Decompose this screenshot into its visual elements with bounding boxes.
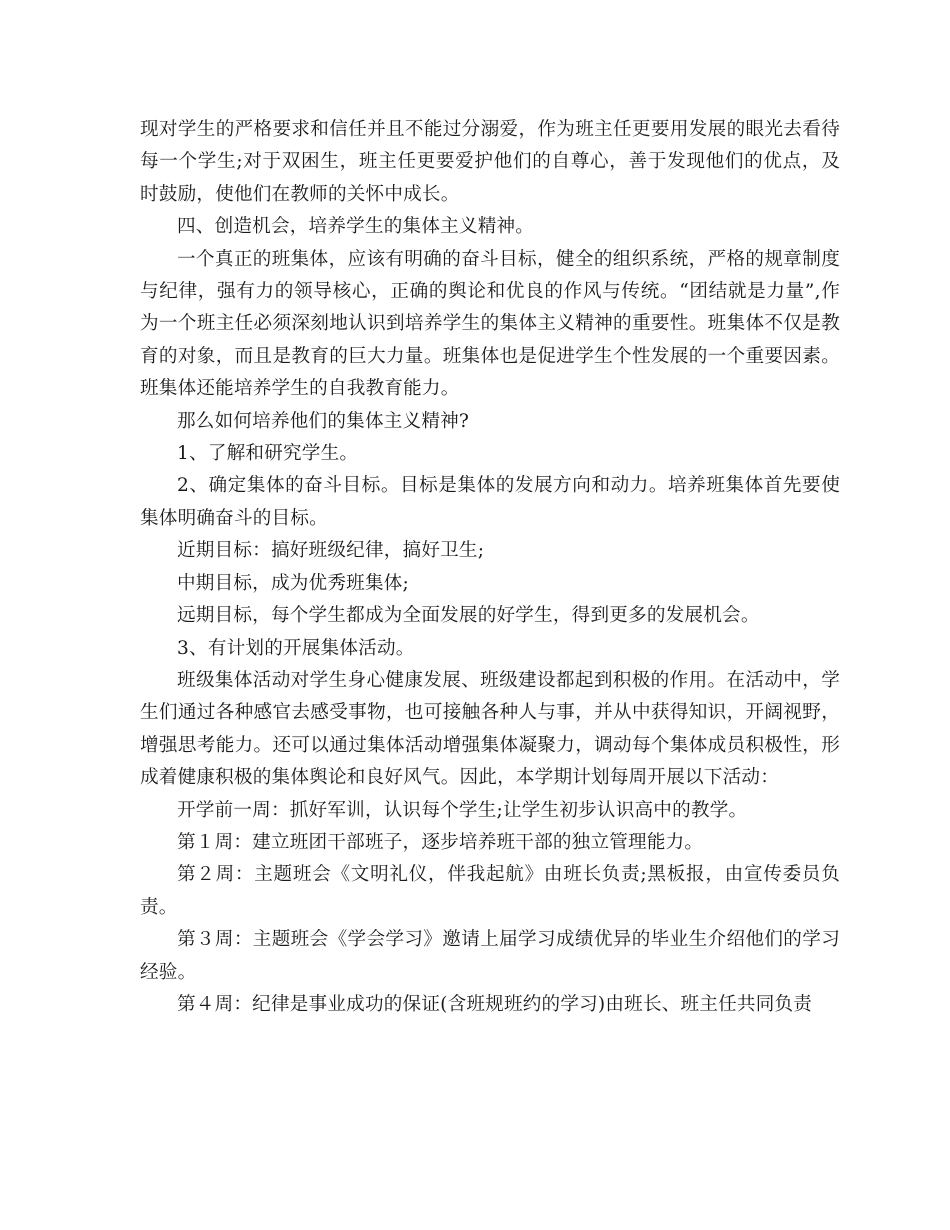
paragraph: 那么如何培养他们的集体主义精神? xyxy=(177,410,470,432)
paragraph: 一个真正的班集体，应该有明确的奋斗目标，健全的组织系统，严格的规章制度与纪律，强有力的领导核心，正确的舆论和优良的作风与传统。“团结就是力量”,作为一个班主任必须深刻地认识到培养学生的集体主义精神的重要性。班集体不仅是教育的对象，而且是教育的巨大力量。班集体也是促进学生个性发展的一个重要因素。班集体还能培养学生的自我教育能力。 xyxy=(140,248,840,400)
document-body xyxy=(140,114,840,1021)
goal-item: 远期目标，每个学生都成为全面发展的好学生，得到更多的发展机会。 xyxy=(177,605,760,627)
list-item: 2、确定集体的奋斗目标。目标是集体的发展方向和动力。培养班集体首先要使集体明确奋斗的目标。 xyxy=(140,475,840,529)
goal-item: 近期目标：搞好班级纪律，搞好卫生; xyxy=(177,540,485,562)
schedule-item: 开学前一周：抓好军训，认识每个学生;让学生初步认识高中的教学。 xyxy=(177,799,748,821)
schedule-item: 第１周：建立班团干部班子，逐步培养班干部的独立管理能力。 xyxy=(177,831,704,853)
paragraph: 班级集体活动对学生身心健康发展、班级建设都起到积极的作用。在活动中，学生们通过各种感官去感受事物，也可接触各种人与事，并从中获得知识，开阔视野，增强思考能力。还可以通过集体活动增强集体凝聚力，调动每个集体成员积极性，形成着健康积极的集体舆论和良好风气。因此，本学期计划每周开展以下活动： xyxy=(140,669,840,789)
schedule-item: 第２周：主题班会《文明礼仪，伴我起航》由班长负责;黑板报，由宣传委员负责。 xyxy=(140,864,840,918)
paragraph: 现对学生的严格要求和信任并且不能过分溺爱，作为班主任更要用发展的眼光去看待每一个学生;对于双困生，班主任更要爱护他们的自尊心，善于发现他们的优点，及时鼓励，使他们在教师的关怀中成长。 xyxy=(140,119,840,205)
schedule-item: 第４周：纪律是事业成功的保证(含班规班约的学习)由班长、班主任共同负责 xyxy=(177,993,813,1015)
section-heading: 四、创造机会，培养学生的集体主义精神。 xyxy=(177,216,535,238)
schedule-item: 第３周：主题班会《学会学习》邀请上届学习成绩优异的毕业生介绍他们的学习经验。 xyxy=(140,929,840,983)
list-item: 3、有计划的开展集体活动。 xyxy=(177,637,415,659)
list-item: 1、了解和研究学生。 xyxy=(177,443,359,465)
goal-item: 中期目标，成为优秀班集体; xyxy=(177,572,409,594)
